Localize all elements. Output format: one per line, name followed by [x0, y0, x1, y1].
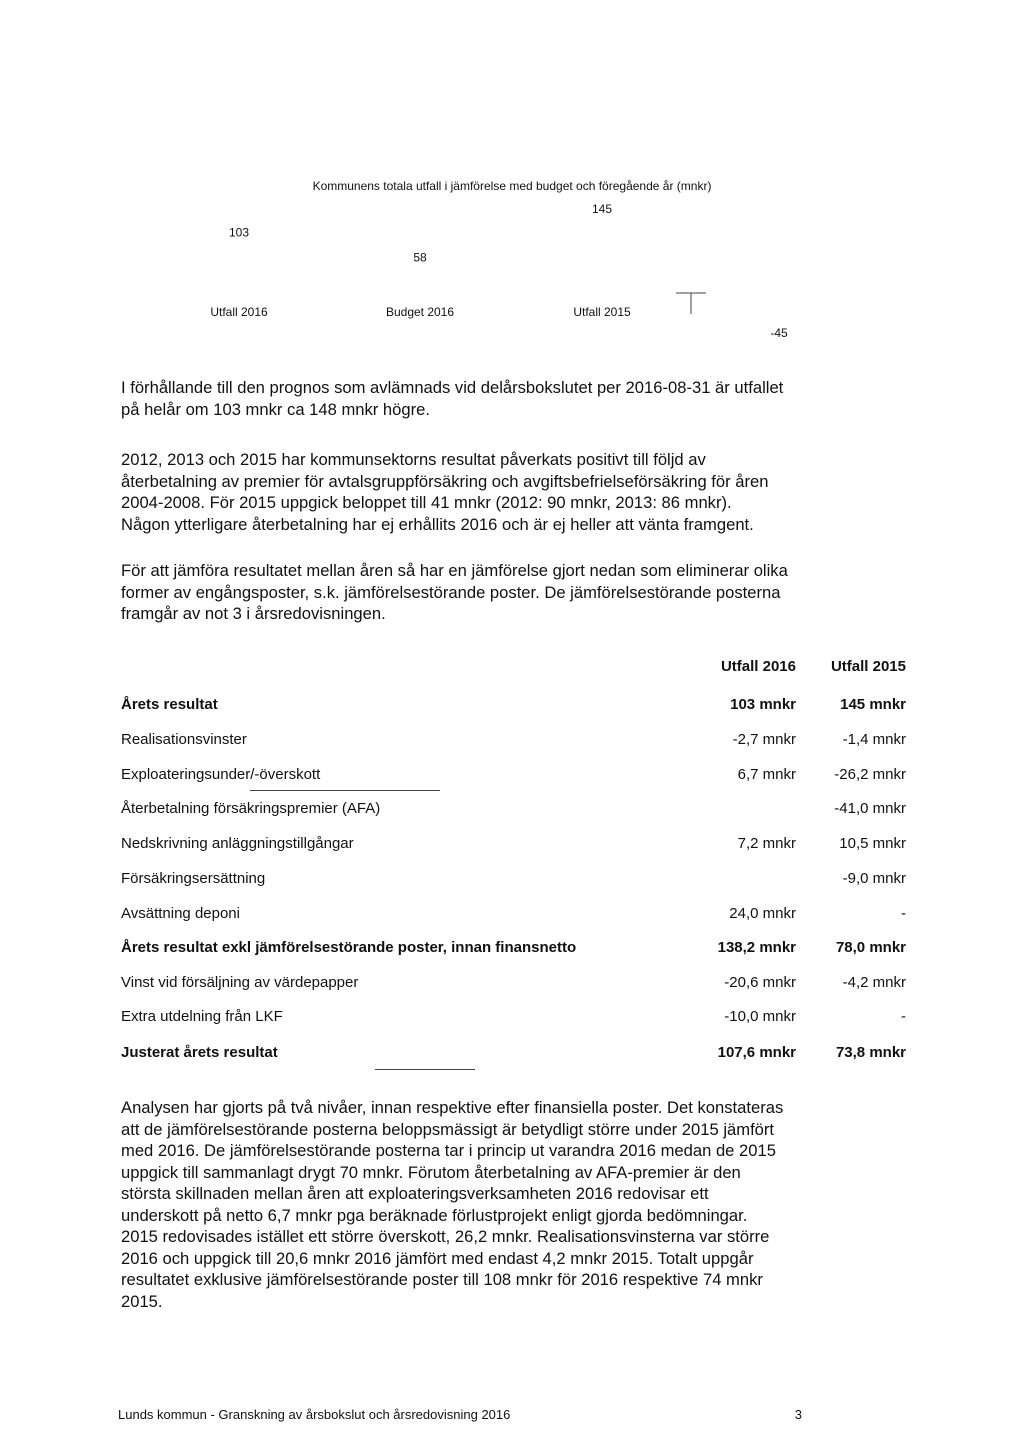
table-row: [121, 1008, 906, 1030]
row-value-2015: 10,5 mnkr: [839, 835, 906, 852]
text-line: återbetalning av premier för avtalsgruppförsäkring och avgiftsbefrielseförsäkring för åren: [121, 471, 769, 491]
table-row: [121, 905, 906, 927]
column-header-2015: Utfall 2015: [830, 658, 906, 675]
row-label: Nedskrivning anläggningstillgångar: [121, 835, 354, 852]
row-label: Justerat årets resultat: [121, 1044, 278, 1061]
row-value-2016: 24,0 mnkr: [729, 905, 796, 922]
table-rule: [375, 1069, 475, 1070]
row-value-2015: -1,4 mnkr: [842, 731, 906, 748]
text-line: I förhållande till den prognos som avlämnads vid delårsbokslutet per 2016-08-31 är utfallet: [121, 378, 784, 397]
row-value-2015: -4,2 mnkr: [842, 974, 906, 991]
value-label: 103: [228, 225, 250, 240]
paragraph-analysis: [121, 1097, 908, 1312]
text-line: på helår om 103 mnkr ca 148 mnkr högre.: [121, 399, 430, 419]
text-line: framgår av not 3 i årsredovisningen.: [121, 604, 386, 623]
row-value-2015: -26,2 mnkr: [834, 766, 906, 783]
category-label: Utfall 2015: [573, 305, 631, 319]
value-label: -45: [770, 326, 788, 341]
text-line: största skillnaden mellan åren att exploateringsverksamheten 2016 redovisar ett: [121, 1184, 709, 1203]
text-line: uppgick till sammanlagt drygt 70 mnkr. Förutom återbetalning av AFA-premier är den: [121, 1162, 741, 1182]
table-row: [121, 731, 906, 753]
row-value-2016: 107,6 mnkr: [717, 1044, 796, 1061]
text-line: former av engångsposter, s.k. jämförelsestörande poster. De jämförelsestörande posterna: [121, 582, 781, 602]
table-row: [121, 766, 906, 788]
row-label: Årets resultat: [121, 696, 218, 713]
paragraph-afa: [121, 449, 908, 535]
text-line: 2016 och uppgick till 20,6 mnkr 2016 jämfört med endast 4,2 mnkr 2015. Totalt uppgår: [121, 1248, 754, 1268]
row-label: Försäkringsersättning: [121, 870, 266, 887]
row-value-2016: 138,2 mnkr: [717, 939, 796, 956]
footer-text: Lunds kommun - Granskning av årsbokslut och årsredovisning 2016: [118, 1407, 511, 1422]
row-value-2015: -: [901, 1008, 906, 1025]
table-row: [121, 696, 906, 718]
table-row: [121, 974, 906, 996]
row-value-2015: -41,0 mnkr: [834, 800, 906, 817]
text-line: 2004-2008. För 2015 uppgick beloppet till 41 mnkr (2012: 90 mnkr, 2013: 86 mnkr).: [121, 493, 732, 512]
table-rule: [250, 790, 440, 791]
category-label: Utfall 2016: [210, 305, 268, 319]
row-label: Extra utdelning från LKF: [121, 1008, 283, 1025]
text-line: Analysen har gjorts på två nivåer, innan respektive efter finansiella poster. Det konstateras: [121, 1098, 784, 1117]
text-line: För att jämföra resultatet mellan åren så har en jämförelse gjort nedan som eliminerar olika: [121, 561, 788, 580]
text-line: 2015.: [121, 1291, 163, 1311]
text-line: Någon ytterligare återbetalning har ej erhållits 2016 och är ej heller att vänta framgent.: [121, 514, 754, 534]
row-value-2016: -2,7 mnkr: [732, 731, 796, 748]
category-label: Budget 2016: [385, 305, 455, 319]
row-value-2016: 6,7 mnkr: [737, 766, 796, 783]
page-footer: [118, 1407, 802, 1422]
column-header-2016: Utfall 2016: [720, 658, 796, 675]
chart-title: Kommunens totala utfall i jämförelse med budget och föregående år (mnkr): [312, 179, 712, 193]
text-line: att de jämförelsestörande posterna beloppsmässigt är betydligt större under 2015 jämfört: [121, 1119, 775, 1139]
row-value-2015: 145 mnkr: [840, 696, 906, 713]
table-row: [121, 939, 906, 961]
text-line: 2015 redovisades istället ett större överskott, 26,2 mnkr. Realisationsvinsterna var större: [121, 1227, 770, 1246]
paragraph-prognosis: [121, 377, 908, 420]
text-line: med 2016. De jämförelsestörande posterna tar i princip ut varandra 2016 medan de 2015: [121, 1141, 776, 1160]
page-number: 3: [794, 1407, 802, 1422]
row-label: Avsättning deponi: [121, 905, 240, 922]
text-line: 2012, 2013 och 2015 har kommunsektorns resultat påverkats positivt till följd av: [121, 450, 706, 469]
row-value-2016: 7,2 mnkr: [737, 835, 796, 852]
row-value-2016: 103 mnkr: [730, 696, 796, 713]
text-line: underskott på netto 6,7 mnkr pga beräknade förlustprojekt enligt gjorda bedömningar.: [121, 1205, 748, 1225]
table-row: [121, 1044, 906, 1066]
table-header: [121, 658, 906, 680]
table-row: [121, 870, 906, 892]
row-value-2015: 78,0 mnkr: [835, 939, 906, 956]
row-value-2015: -9,0 mnkr: [842, 870, 906, 887]
table-row: [121, 800, 906, 822]
value-label: 145: [591, 201, 613, 216]
paragraph-comparison-intro: [121, 560, 908, 625]
result-chart: [0, 0, 1024, 360]
row-label: Realisationsvinster: [121, 731, 247, 748]
row-label: Vinst vid försäljning av värdepapper: [121, 974, 359, 991]
text-line: resultatet exklusive jämförelsestörande poster till 108 mnkr för 2016 respektive 74 mnkr: [121, 1270, 763, 1289]
row-value-2015: 73,8 mnkr: [835, 1044, 906, 1061]
table-row: [121, 835, 906, 857]
row-value-2016: -10,0 mnkr: [724, 1008, 796, 1025]
row-label: Årets resultat exkl jämförelsestörande poster, innan finansnetto: [121, 939, 577, 956]
row-value-2015: -: [901, 905, 906, 922]
row-value-2016: -20,6 mnkr: [724, 974, 796, 991]
row-label: Exploateringsunder/-överskott: [121, 766, 321, 783]
value-label: 58: [413, 250, 427, 265]
axis-tick: [676, 293, 706, 314]
row-label: Återbetalning försäkringspremier (AFA): [121, 800, 381, 817]
